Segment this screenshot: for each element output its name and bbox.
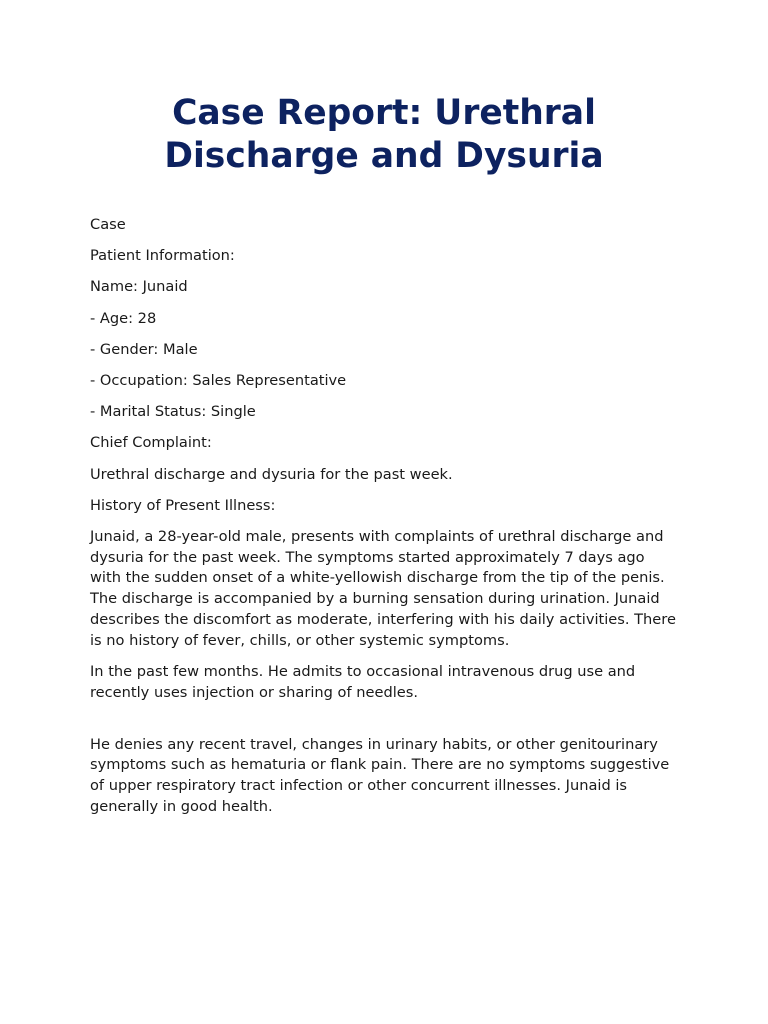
section-label-case: Case bbox=[90, 216, 126, 233]
section-heading-chief-complaint: Chief Complaint: bbox=[90, 434, 212, 452]
patient-marital-status: - Marital Status: Single bbox=[90, 403, 256, 421]
history-paragraph: He denies any recent travel, changes in urinary habits, or other genitourinary symptoms such as hematuria or flank pain. There are no symptoms suggestive of upper respiratory tract infection or other concurrent illnesses. Junaid is generally in good health. bbox=[90, 735, 670, 816]
document-body bbox=[90, 215, 678, 818]
chief-complaint-text: Urethral discharge and dysuria for the past week. bbox=[90, 465, 453, 483]
history-paragraph: In the past few months. He admits to occasional intravenous drug use and recently uses injection or sharing of needles. bbox=[90, 663, 636, 701]
section-heading-patient-information: Patient Information: bbox=[90, 247, 235, 265]
patient-gender: - Gender: Male bbox=[90, 340, 198, 358]
history-paragraph: Junaid, a 28-year-old male, presents with complaints of urethral discharge and dysuria for the past week. The symptoms started approximately 7 days ago with the sudden onset of a white-yellowish discharge from the tip of the penis. The discharge is accompanied by a burning sensation during urination. Junaid describes the discomfort as moderate, interfering with his daily activities. There is no history of fever, chills, or other systemic symptoms. bbox=[90, 527, 676, 649]
section-heading-history: History of Present Illness: bbox=[90, 496, 276, 514]
patient-name: Name: Junaid bbox=[90, 278, 188, 296]
patient-occupation: - Occupation: Sales Representative bbox=[90, 371, 347, 389]
title-line-2: Discharge and Dysuria bbox=[164, 136, 604, 176]
title-line-1: Case Report: Urethral bbox=[172, 93, 596, 133]
patient-age: - Age: 28 bbox=[90, 309, 157, 327]
document-title bbox=[90, 92, 678, 178]
